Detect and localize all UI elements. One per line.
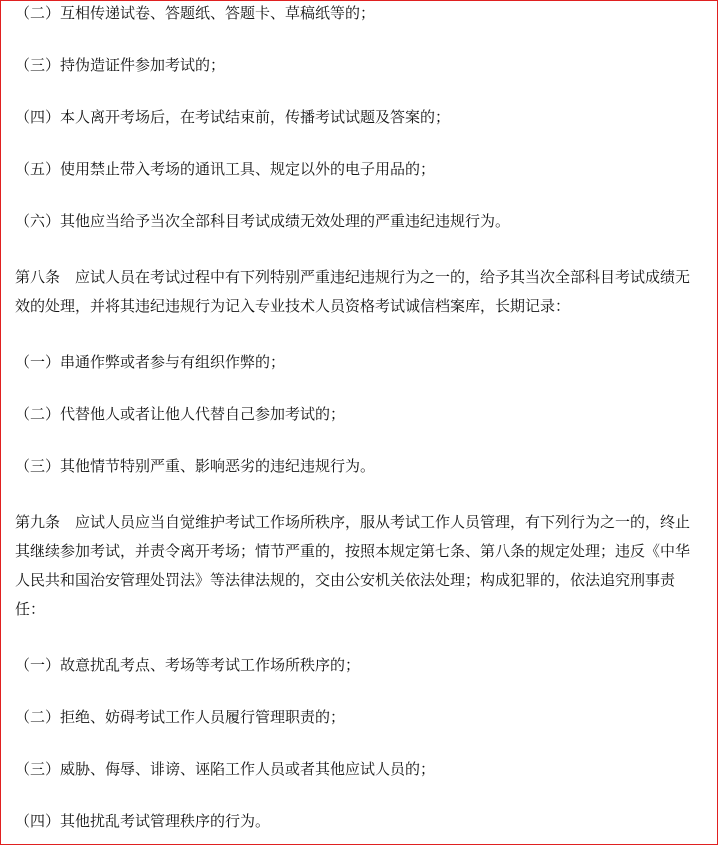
article-eight: 第八条 应试人员在考试过程中有下列特别严重违纪违规行为之一的，给予其当次全部科目考试成绩无效的处理，并将其违纪违规行为记入专业技术人员资格考试诚信档案库，长期记录：	[15, 268, 691, 315]
article-nine: 第九条 应试人员应当自觉维护考试工作场所秩序，服从考试工作人员管理，有下列行为之一的，终止其继续参加考试，并责令离开考场；情节严重的，按照本规定第七条、第八条的规定处理；违反《中华人民共和国治安管理处罚法》等法律法规的，交由公安机关依法处理；构成犯罪的，依法追究刑事责任：	[15, 513, 691, 618]
clause-item: （三）威胁、侮辱、诽谤、诬陷工作人员或者其他应试人员的；	[15, 760, 436, 778]
clause-item: （一）故意扰乱考点、考场等考试工作场所秩序的；	[15, 656, 361, 674]
clause-item: （六）其他应当给予当次全部科目考试成绩无效处理的严重违纪违规行为。	[15, 212, 511, 230]
document-body	[15, 3, 695, 845]
clause-item: （一）串通作弊或者参与有组织作弊的；	[15, 353, 286, 371]
clause-item: （五）使用禁止带入考场的通讯工具、规定以外的电子用品的；	[15, 160, 436, 178]
clause-item: （二）拒绝、妨碍考试工作人员履行管理职责的；	[15, 708, 346, 726]
clause-item: （二）代替他人或者让他人代替自己参加考试的；	[15, 405, 346, 423]
clause-item: （三）持伪造证件参加考试的；	[15, 56, 226, 74]
clause-item: （二）互相传递试卷、答题纸、答题卡、草稿纸等的；	[15, 4, 376, 22]
clause-item: （三）其他情节特别严重、影响恶劣的违纪违规行为。	[15, 457, 376, 475]
clause-item: （四）其他扰乱考试管理秩序的行为。	[15, 812, 271, 830]
clause-item: （四）本人离开考场后，在考试结束前，传播考试试题及答案的；	[15, 108, 451, 126]
